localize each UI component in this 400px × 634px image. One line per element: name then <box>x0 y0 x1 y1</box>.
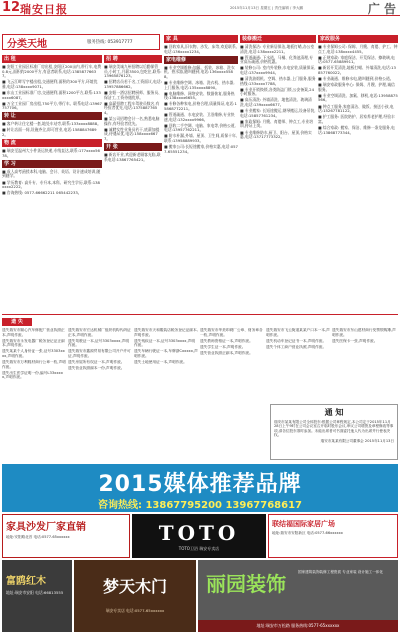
lost-entry: 遗失驾驶证一本,证号3303xxxx,声明作废。 <box>68 338 130 348</box>
classified-entry: ■ 瑞安美诚九州招聘以后勤保管员,小时工,月薪3500,包吃住,联系:13965876123。 <box>104 64 162 79</box>
classified-entry: ■ 专修各种家电,价格合理,质量保证,电话:15868772211。 <box>164 101 237 111</box>
column-renovation <box>240 34 316 312</box>
page-number: 12 <box>2 0 21 15</box>
classified-entry: ■ 管道疏通: 下水道、马桶、化粪池清理,专业高压疏通,价格优惠。 <box>240 54 314 65</box>
classified-entry: ■ 学历教育: 高升专、专升本,本科、研究生学历,联系:138xxxx2222。 <box>2 179 100 190</box>
ad-mengtian-sub: 瑞安专卖店 电话:0577-65xxxxxx <box>105 608 165 613</box>
ad-media-brand[interactable] <box>2 464 398 512</box>
date-line: 2015年11月13日 星期五 | 责任编辑 / 李大鹏 <box>230 6 304 10</box>
lost-entry: 遗失某某个人身份证一张,证号3303xxxx,声明作废。 <box>2 349 65 358</box>
section-heading: 学 习 <box>2 160 102 168</box>
lost-entry: 遗失教师资格证一本,声明作废。 <box>200 338 253 343</box>
classified-entry: ■ 咨询热线: 0577-66662211 065442233。 <box>2 190 82 196</box>
ad-lirun-title: 丽园装饰 <box>206 572 286 596</box>
lost-entry: 遗失瑞安市永发电器厂税务登记证正副本,声明作废。 <box>2 338 65 348</box>
lost-entry: 遗失房屋所有权证一本,声明作废。 <box>68 360 125 365</box>
classified-entry: ■ 诚聘女性业务员若干,底薪加提成,待遇从优,电话:158xxxx6677。 <box>104 126 160 141</box>
lost-entry: 遗失营业执照副本一份,声明作废。 <box>68 366 125 371</box>
classified-entry: ■ 综合家政: 搬家、保洁、维修一条龙服务,电话:13868773344。 <box>318 124 395 135</box>
ad-lianhui[interactable] <box>268 514 398 558</box>
classified-entry: ■ 钟点工服务,家庭清洁、做饭、接送小孩,电话:15267781122。 <box>318 103 394 114</box>
classified-title: 分类天地 <box>7 39 47 50</box>
classified-entry: ■ 正规家政: 家庭保洁、开荒保洁、擦玻璃,电话:0577-65889911。 <box>318 54 395 65</box>
section-title: 广 告 <box>367 2 396 16</box>
ad-row-bottom <box>2 560 398 632</box>
ad-fuhong[interactable] <box>2 560 72 632</box>
notice-title: 通 知 <box>324 408 344 417</box>
classified-entry: ■ 专业空调清洗、加氟、移机,电话:13958875566。 <box>318 92 398 103</box>
section-heading: 转 让 <box>2 112 102 120</box>
toto-sub: TOTO卫浴 瑞安专卖店 <box>178 546 220 551</box>
classified-entry: ■ 高压清洗: 外墙清洗、地毯清洗、玻璃清洗,电话:139xxxx6677。 <box>240 97 312 108</box>
section-heading: 家政服务 <box>318 35 398 43</box>
classified-entry: ■ 专业维修防水,厨卫、阳台、屋顶,价格实惠,电话:13717773322。 <box>240 129 312 140</box>
classified-entry: ■ 飞云江畔写字楼出租,交通便利,面积约300平方,环境优雅,电话:138xxxx9071。 <box>2 79 98 89</box>
notice-body: 瑞安市某某有限公司全体股东:根据公司章程规定,本公司定于2015年11月28日上午9时在公司会议室召开临时股东会议,审议公司增资及章程修改等事项,请各位股东准时参加。未能出席者可书面委托他人代为出席并行使表决权。 <box>274 420 394 438</box>
classified-entry: ■ 回收二手空调、电脑、家电等,价格公道,电话:13957762211。 <box>164 122 236 133</box>
classified-entry: ■ 某公司招聘会计一名,熟悉电脑操作,有经验者优先。 <box>104 115 160 126</box>
classified-entry: ■ 家政保姆: 月嫂、育婴师、钟点工,专业培训,持证上岗。 <box>240 118 314 129</box>
ad-media-phone: 咨询热线: 13867795200 13967768617 <box>97 500 303 511</box>
classified-entry: ■ 防水补漏,外墙、屋顶、卫生间,质保十年,联系:13958889933。 <box>164 133 237 143</box>
lost-entry: 遗失残疾证一本,证号3303xxxx,声明作废。 <box>134 338 196 348</box>
lost-entry: 遗失瑞安市顺心汽车修配厂营业执照正本,声明作废。 <box>2 328 65 337</box>
section-heading: 开 张 <box>104 143 162 151</box>
lost-entry: 遗失瑞安市天和服装店税务登记证副本,声明作废。 <box>134 328 198 337</box>
notice-box <box>270 404 398 460</box>
section-heading: 招 聘 <box>104 55 162 63</box>
lost-entry: 遗失瑞安市东山建材商行发票领购簿,声明作废。 <box>332 328 396 337</box>
section-heading: 家电维修 <box>164 56 238 64</box>
notice-signature: 瑞安市某某有限公司董事会 2015年11月13日 <box>320 438 394 443</box>
classified-entry: ■ 专业保姆公司: 保姆、月嫂、育婴、护工、钟点工,电话:138xxxx4455。 <box>318 44 398 54</box>
lost-entry: 遗失个体工商户营业执照,声明作废。 <box>266 344 327 349</box>
divider <box>2 314 398 315</box>
classified-entry: ■ 专业空调维修:加氟、拆装、冰箱、洗衣机、热水器,随叫随到,电话:136xxxx5588。 <box>164 64 235 79</box>
ad-lianhui-sub: 地址:瑞安市安阳新区 电话:0577-66xxxxxx <box>272 531 343 535</box>
ad-media-title: 2015媒体推荐品牌 <box>98 472 302 497</box>
column-recruit <box>104 54 162 312</box>
classified-entry: ■ 瑞安家政服务中心: 保姆、月嫂、护理,诚信服务。 <box>318 82 395 92</box>
ad-toto[interactable] <box>132 514 266 558</box>
classified-entry: ■ 万全工业园厂房出租,750平方,带行车。联系电话:13967757706。 <box>2 100 102 111</box>
ad-lianhui-title: 联结福国际家居广场 <box>272 520 335 528</box>
lost-entry: 遗失机动车登记证书一本,声明作废。 <box>266 338 327 343</box>
ad-mengtian-title: 梦天木门 <box>102 577 167 596</box>
ad-row-middle <box>2 514 398 558</box>
section-heading: 家 具 <box>164 35 238 43</box>
lost-column <box>332 328 396 400</box>
lost-entry: 遗失出生医学证明一份,编号L33xxxxx,声明作废。 <box>2 370 63 380</box>
lost-section-title: 遗 失 <box>2 318 32 326</box>
classified-entry: ■ 新店开业,欢迎新老顾客光临,联系电话:13867765421。 <box>104 151 161 162</box>
lost-entry: 遗失医保卡一张,声明作废。 <box>332 338 378 343</box>
classified-entry: ■ 安阳工业园区标准厂房出租,安阳区200亩内,带行车,电费0.8元,面积约2000平方,有意者联系,电话:13858776637。 <box>2 64 102 79</box>
classified-entry: ■ 高薪招聘工程车驾驶员数名,有经验者优先,电话:13758877654。 <box>104 100 160 115</box>
ad-fuhong-title: 富鸥红木 <box>6 576 46 587</box>
newspaper-logo: 瑞安日报 <box>20 3 68 16</box>
ad-furniture-title: 家具沙发厂家直销 <box>6 522 86 533</box>
ad-mengtian[interactable] <box>74 560 196 632</box>
classified-entry: ■ 搬家公司:长短途搬家,价格实惠,电话:0577-65551234。 <box>164 144 238 154</box>
lost-entry: 遗失学生证一本,声明作废。 <box>200 344 246 349</box>
ad-lirun[interactable] <box>198 560 398 632</box>
ad-lirun-sub: 国家建筑装饰装修工程资质 专业家装 设计施工一体化 <box>298 570 383 574</box>
classified-header <box>2 34 160 50</box>
column-rent-transfer <box>2 54 102 312</box>
lost-entry: 遗失瑞安市鑫源贸易有限公司开户许可证,声明作废。 <box>68 349 131 358</box>
classified-entry: ■ 专业开锁换锁,各类防盗门锁,公安备案,24小时服务。 <box>240 86 314 97</box>
classified-entry: ■ 招聘店员若干名,工资面议,电话:13957886662。 <box>104 79 162 89</box>
lost-column <box>266 328 330 400</box>
classified-entry: ■ 回收家具,旧衣物、沙发、床等,欢迎联系,电话:136xxxx1234。 <box>164 44 237 54</box>
ad-furniture[interactable] <box>2 514 130 558</box>
column-housekeeping <box>318 34 398 312</box>
service-hotline: 服务热线: 053917777 <box>87 40 133 45</box>
classified-entry: ■ 专业疏通、维修水电,随叫随到,价格公道。 <box>318 76 394 82</box>
classified-entry: ■ 护工服务: 医院陪护、居家养老护理,经验丰富。 <box>318 114 395 124</box>
classified-entry: ■ 专业搬家: 长短途搬运,钢琴搬运,设备吊装,电话:15857761234。 <box>240 108 316 118</box>
lost-entry: 遗失瑞安市华美印刷厂公章、财务章各一枚,声明作废。 <box>200 328 263 337</box>
classified-entry: ■ 东山工业园标准厂房,交通便利,面积1200平方,联系:133xxxx6087。 <box>2 89 101 100</box>
ad-fuhong-sub: 地址:瑞安市安阳 电话:66813555 <box>6 590 64 595</box>
classified-entry: ■ 瑞安至温州大小件货运快递,专线直达,联系:177xxxx5678。 <box>2 148 100 158</box>
section-heading: 出 租 <box>2 55 102 63</box>
column-furniture-repair <box>164 34 238 312</box>
classified-entry: ■ 新居开荒清洗,地板打蜡、外墙清洗,电话:13857760022。 <box>318 65 396 75</box>
section-heading: 装修搬迁 <box>240 35 316 43</box>
lost-entry: 遗失瑞安市宏达机械厂组织机构代码证正本,声明作废。 <box>68 328 131 337</box>
lost-entry: 遗失土地使用证一本,声明作废。 <box>134 360 187 365</box>
masthead <box>0 0 400 16</box>
lost-entry: 遗失营业执照正副本,声明作废。 <box>200 350 253 355</box>
classified-entry: ■ 管道疏通、水电安装、卫浴维修,专业快速,电话:132xxxx9966。 <box>164 112 235 122</box>
classified-entry: ■ 装修公司: 室内外装修,水电安装,质量保证,电话:137xxxx9944。 <box>240 65 316 75</box>
lost-entry: 遗失瑞安市飞云街道某某户口本一本,声明作废。 <box>266 328 330 337</box>
lost-column <box>2 328 66 460</box>
lost-column <box>134 328 198 460</box>
classified-entry: ■ 客户转让住宅楼一套,地处车站旁,联系:133xxxx8888。 <box>2 121 101 127</box>
classified-entry: ■ 电脑维修、网络安装、数据恢复,服务热线:138xxxx6655。 <box>164 90 235 101</box>
toto-logo: TOTO <box>158 521 240 545</box>
lost-entry: 遗失瑞安市万利鞋材商行公章一枚,声明作废。 <box>2 360 66 369</box>
classified-entry: ■ 成人高考函授本科,电脑、会计、英语、设计速成培训,随到随学。 <box>2 168 101 179</box>
lost-column <box>200 328 264 460</box>
lost-entry: 遗失车辆行驶证一本,车牌浙Cxxxxx,声明作废。 <box>134 349 198 358</box>
section-heading: 物 流 <box>2 139 102 147</box>
classified-entry: ■ 转让店面一间,设施齐全,即可营业,电话:15888476892。 <box>2 127 97 138</box>
classified-entry: ■ 安阳一酒店招聘厨师、服务员、保洁工,工资待遇优厚。 <box>104 89 162 100</box>
ad-furniture-sub: 地址:安阳路北首 电话:0577-65xxxxxx <box>6 535 70 539</box>
ad-lirun-bar: 地址:瑞安市万松路 服务热线:0577-65xxxxxx <box>198 620 398 632</box>
lost-column <box>68 328 132 460</box>
classified-entry: ■ 清洗油烟机、空调、热水器,上门服务,服务热线:133xxxx7788。 <box>240 76 316 86</box>
classified-entry: ■ 清洗保洁: 专业新居保洁,地板打蜡,办公室清洗,电话:138xxxx2211。 <box>240 44 315 54</box>
classified-entry: ■ 专业维修空调、冰箱、洗衣机、热水器,上门服务,电话:135xxxx8890。 <box>164 79 235 90</box>
